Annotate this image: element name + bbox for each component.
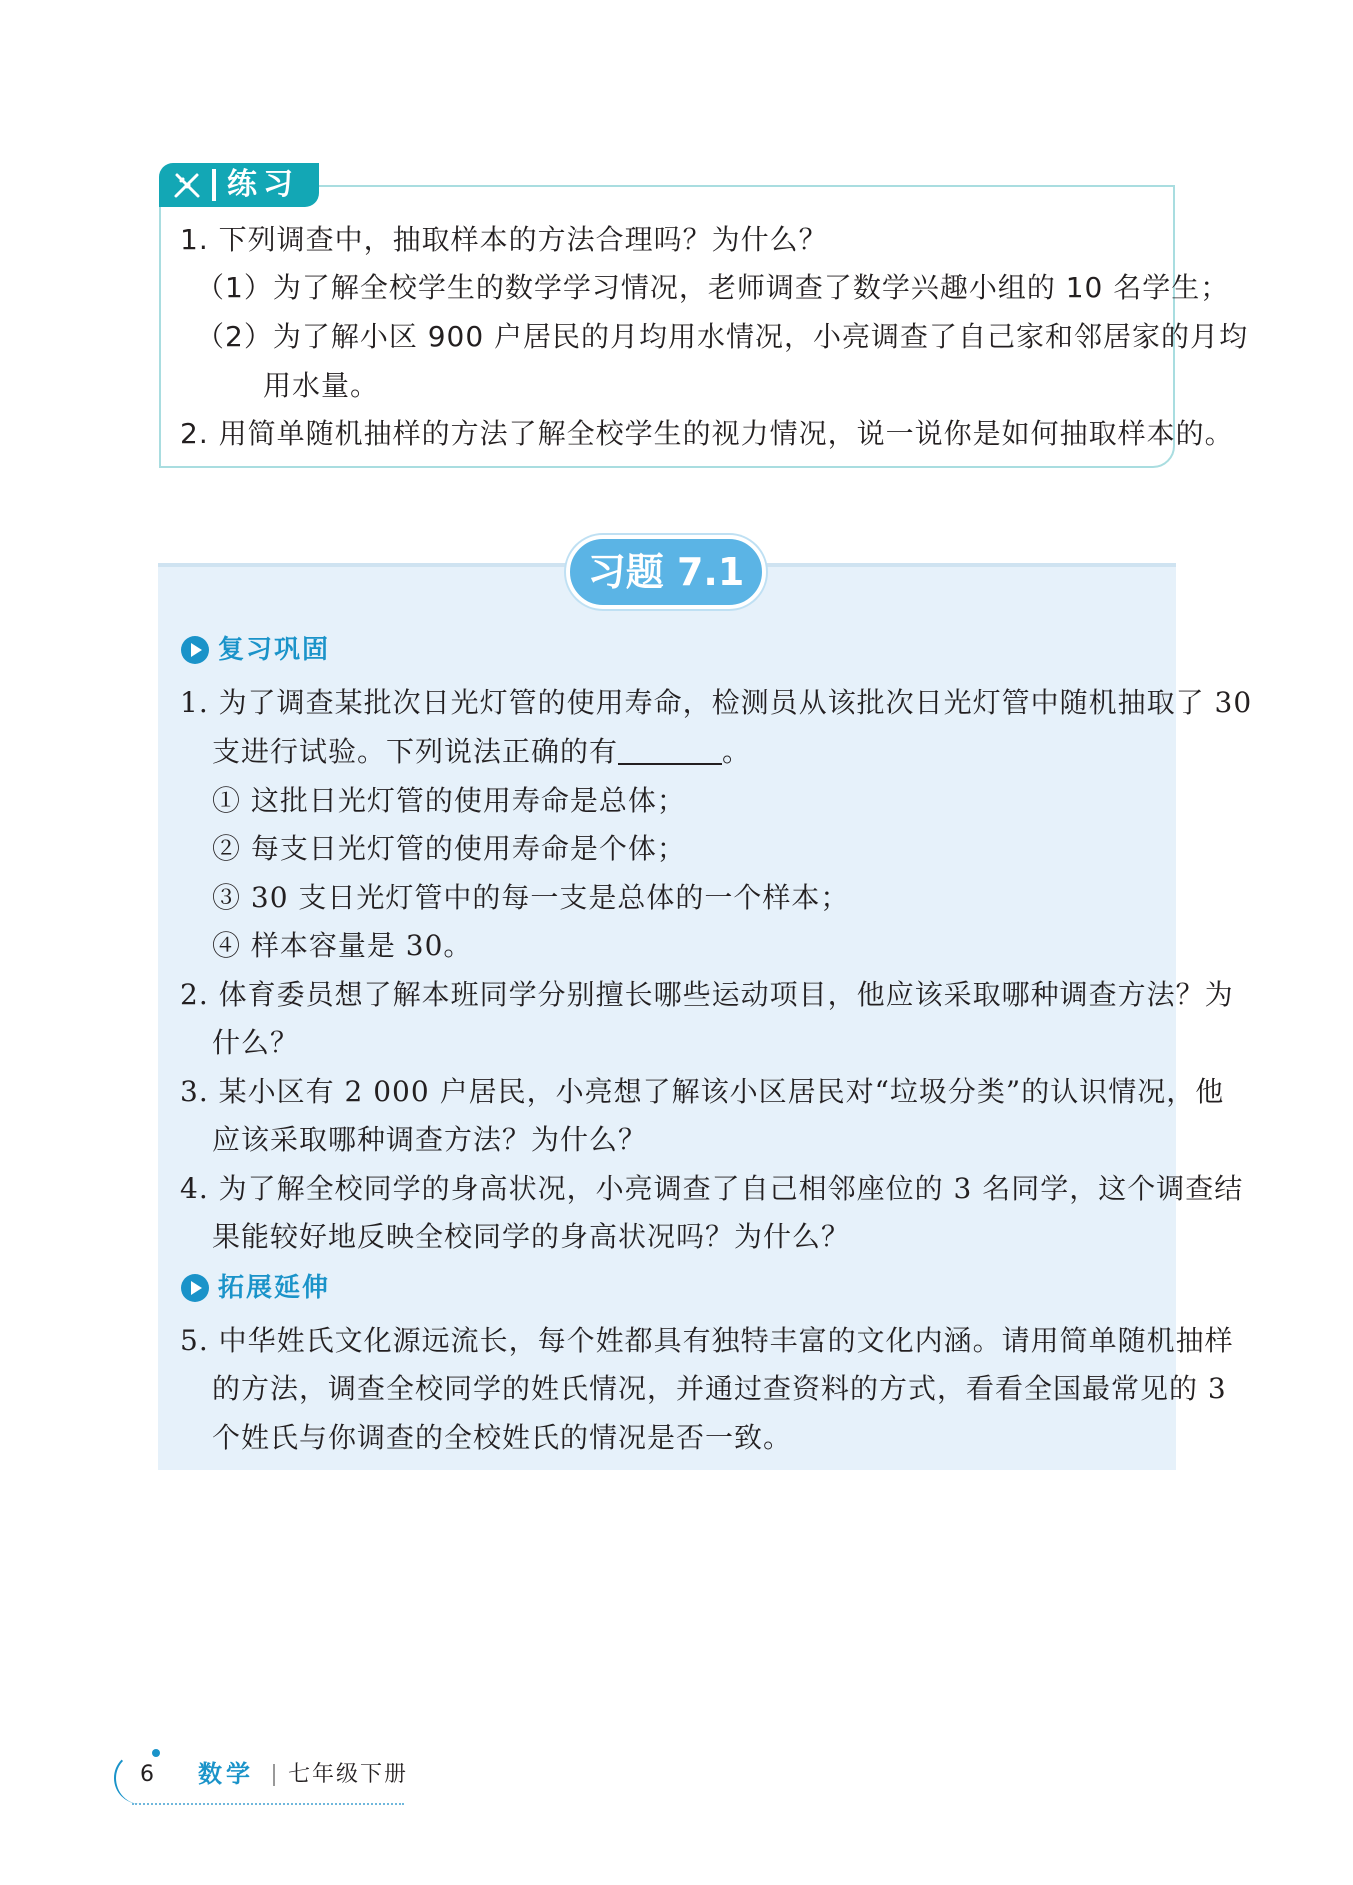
header-separator [212, 169, 216, 201]
practice-question-1-2: （2）为了解小区 900 户居民的月均用水情况，小亮调查了自己家和邻居家的月均 [196, 320, 1249, 353]
practice-header [159, 163, 319, 207]
play-icon [181, 1274, 209, 1302]
practice-question-1: 1. 下列调查中，抽取样本的方法合理吗？为什么？ [180, 223, 828, 256]
footer-dot [152, 1749, 160, 1757]
exercise-badge [566, 535, 766, 609]
exercise-5-line-2: 的方法，调查全校同学的姓氏情况，并通过查资料的方式，看看全国最常见的 3 [212, 1372, 1227, 1405]
play-icon [181, 636, 209, 664]
exercise-1-option-4: ④ 样本容量是 30。 [212, 929, 473, 962]
practice-question-2: 2. 用简单随机抽样的方法了解全校学生的视力情况，说一说你是如何抽取样本的。 [180, 417, 1234, 450]
practice-question-1-2-cont: 用水量。 [263, 369, 380, 402]
footer-separator [273, 1764, 275, 1786]
section-heading-review: 复习巩固 [218, 635, 331, 665]
pencil-ruler-icon [171, 169, 203, 201]
exercise-3-line-2: 应该采取哪种调查方法？为什么？ [212, 1123, 648, 1156]
book-subject: 数学 [198, 1760, 254, 1788]
exercise-1-option-2: ② 每支日光灯管的使用寿命是个体； [212, 832, 686, 865]
exercise-2-line-1: 2. 体育委员想了解本班同学分别擅长哪些运动项目，他应该采取哪种调查方法？为 [180, 978, 1234, 1011]
answer-blank [618, 737, 722, 765]
exercise-1-option-3: ③ 30 支日光灯管中的每一支是总体的一个样本； [212, 881, 850, 914]
practice-question-1-1: （1）为了解全校学生的数学学习情况，老师调查了数学兴趣小组的 10 名学生； [196, 271, 1230, 304]
exercise-4-line-1: 4. 为了解全校同学的身高状况，小亮调查了自己相邻座位的 3 名同学，这个调查结 [180, 1172, 1244, 1205]
section-heading-extend: 拓展延伸 [218, 1273, 331, 1303]
exercise-2-line-2: 什么？ [212, 1026, 300, 1059]
exercise-4-line-2: 果能较好地反映全校同学的身高状况吗？为什么？ [212, 1220, 851, 1253]
book-volume: 七年级下册 [288, 1762, 409, 1787]
footer-dotted-rule [132, 1803, 404, 1805]
exercise-title: 习题 7.1 [587, 550, 745, 594]
exercise-3-line-1: 3. 某小区有 2 000 户居民，小亮想了解该小区居民对“垃圾分类”的认识情况，他 [180, 1075, 1225, 1108]
exercise-1-line-2: 支进行试验。下列说法正确的有 。 [212, 735, 752, 768]
exercise-5-line-3: 个姓氏与你调查的全校姓氏的情况是否一致。 [212, 1421, 793, 1454]
exercise-5-line-1: 5. 中华姓氏文化源远流长，每个姓都具有独特丰富的文化内涵。请用简单随机抽样 [180, 1324, 1234, 1357]
exercise-1-line-1: 1. 为了调查某批次日光灯管的使用寿命，检测员从该批次日光灯管中随机抽取了 30 [180, 686, 1253, 719]
page-number: 6 [140, 1762, 154, 1787]
exercise-1-option-1: ① 这批日光灯管的使用寿命是总体； [212, 784, 686, 817]
practice-title: 练习 [227, 167, 299, 202]
